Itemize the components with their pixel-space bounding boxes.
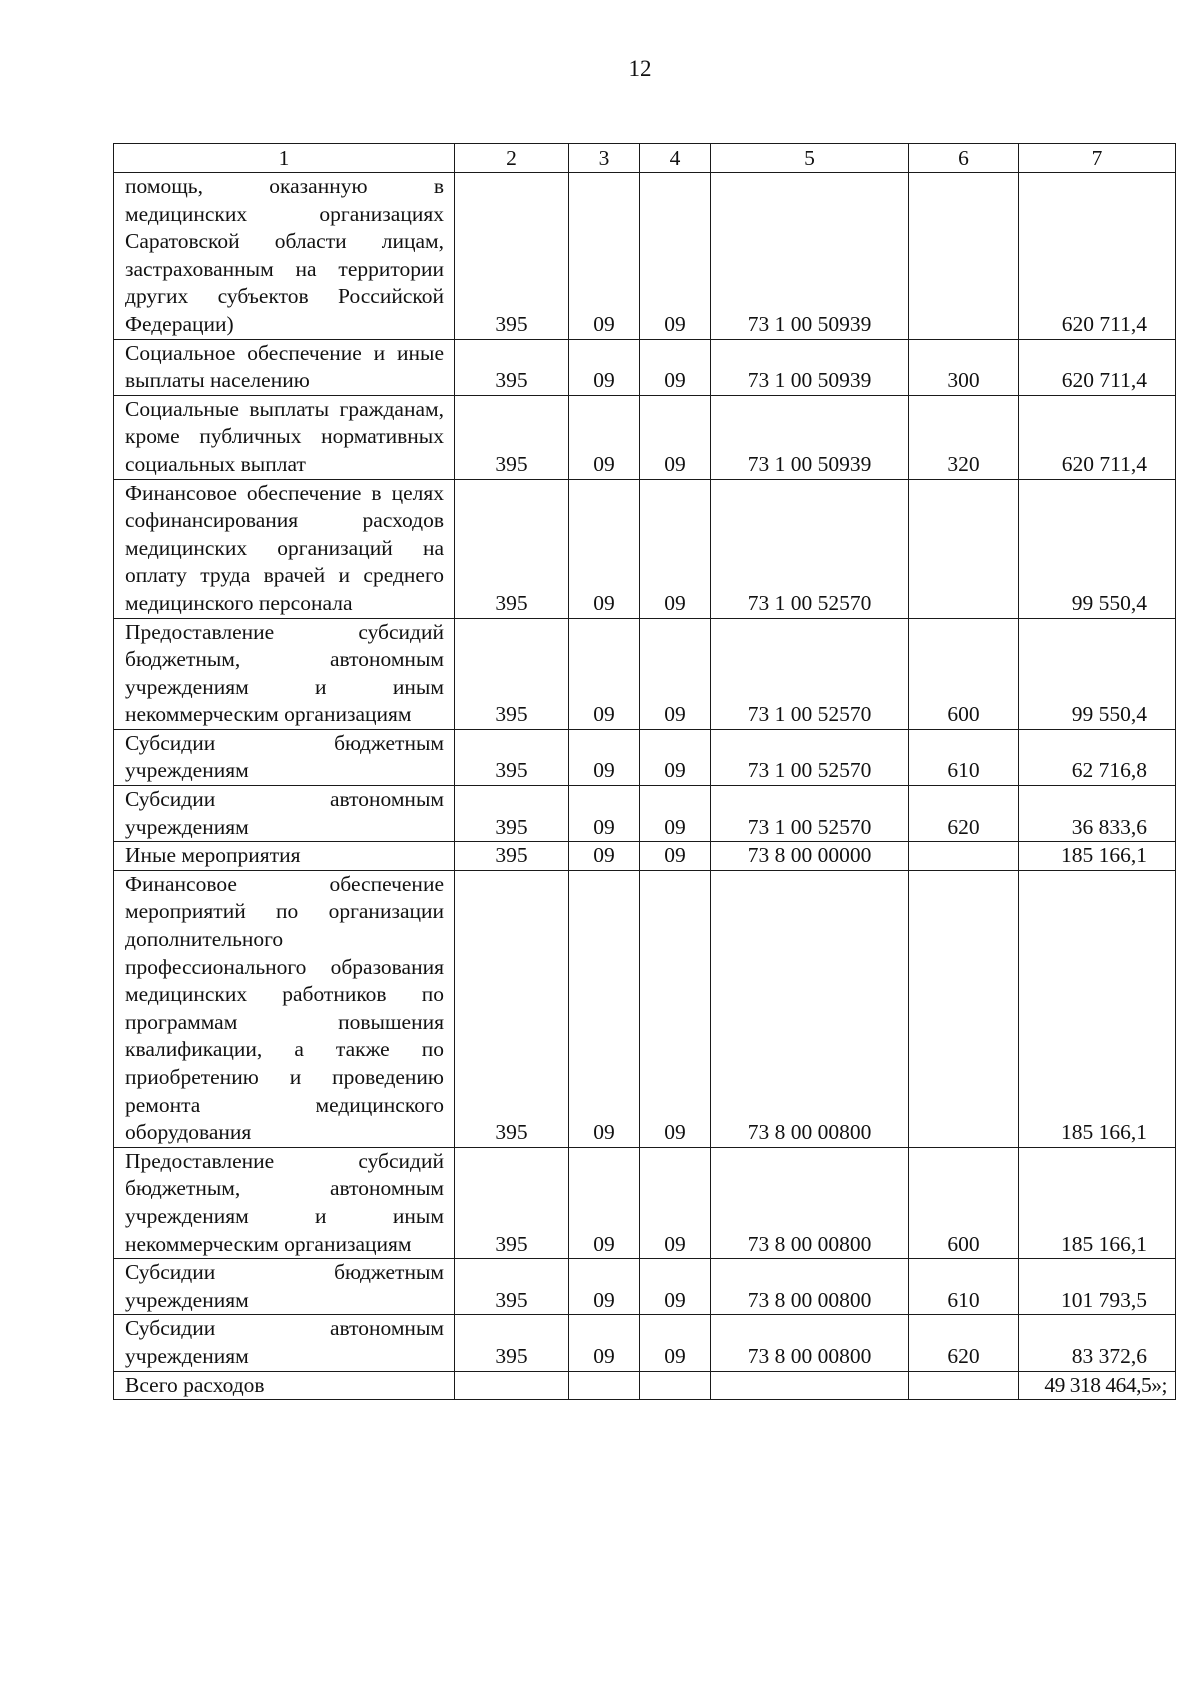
target-article-code: 73 1 00 50939 <box>711 339 909 395</box>
expense-type-code: 320 <box>909 395 1019 479</box>
expense-description: Социальные выплаты гражданам, кроме публичных нормативных социальных выплат <box>114 395 455 479</box>
expense-description: Субсидии бюджетным учреждениям <box>114 729 455 785</box>
section-code: 09 <box>569 1147 640 1258</box>
ministry-code: 395 <box>455 479 569 618</box>
table-row <box>114 870 1176 1147</box>
expense-type-code: 610 <box>909 729 1019 785</box>
section-code: 09 <box>569 1315 640 1371</box>
table-row <box>114 618 1176 729</box>
target-article-code: 73 1 00 52570 <box>711 618 909 729</box>
amount: 62 716,8 <box>1019 729 1176 785</box>
amount: 36 833,6 <box>1019 786 1176 842</box>
amount: 99 550,4 <box>1019 479 1176 618</box>
section-code: 09 <box>569 842 640 871</box>
amount: 620 711,4 <box>1019 173 1176 340</box>
amount: 83 372,6 <box>1019 1315 1176 1371</box>
subsection-code: 09 <box>640 339 711 395</box>
subsection-code: 09 <box>640 870 711 1147</box>
expense-type-code: 600 <box>909 618 1019 729</box>
amount: 99 550,4 <box>1019 618 1176 729</box>
expense-type-code: 620 <box>909 1315 1019 1371</box>
ministry-code: 395 <box>455 1259 569 1315</box>
table-row <box>114 729 1176 785</box>
ministry-code: 395 <box>455 1315 569 1371</box>
subsection-code: 09 <box>640 1259 711 1315</box>
expense-description: Субсидии бюджетным учреждениям <box>114 1259 455 1315</box>
table-row <box>114 1259 1176 1315</box>
ministry-code: 395 <box>455 339 569 395</box>
subsection-code: 09 <box>640 395 711 479</box>
column-header: 5 <box>711 144 909 173</box>
table-row <box>114 786 1176 842</box>
expense-type-code: 610 <box>909 1259 1019 1315</box>
expense-description: Субсидии автономным учреждениям <box>114 1315 455 1371</box>
expense-description: Предоставление субсидий бюджетным, автономным учреждениям и иным некоммерческим организациям <box>114 1147 455 1258</box>
table-row <box>114 1315 1176 1371</box>
column-header: 6 <box>909 144 1019 173</box>
expense-description: Предоставление субсидий бюджетным, автономным учреждениям и иным некоммерческим организациям <box>114 618 455 729</box>
target-article-code: 73 1 00 52570 <box>711 479 909 618</box>
table-row <box>114 339 1176 395</box>
section-code: 09 <box>569 173 640 340</box>
target-article-code: 73 8 00 00000 <box>711 842 909 871</box>
expense-type-code: 300 <box>909 339 1019 395</box>
column-header: 3 <box>569 144 640 173</box>
empty-cell <box>909 1371 1019 1400</box>
ministry-code: 395 <box>455 729 569 785</box>
table-row <box>114 173 1176 340</box>
section-code: 09 <box>569 1259 640 1315</box>
target-article-code: 73 8 00 00800 <box>711 1259 909 1315</box>
total-amount: 49 318 464,5»; <box>1019 1371 1176 1400</box>
expense-description: Субсидии автономным учреждениям <box>114 786 455 842</box>
expense-description: Финансовое обеспечение мероприятий по организации дополнительного профессионального образования медицинских работников по программам повышения квалификации, а также по приобретению и проведению ремонта медицинского оборудования <box>114 870 455 1147</box>
ministry-code: 395 <box>455 842 569 871</box>
expense-type-code <box>909 479 1019 618</box>
subsection-code: 09 <box>640 173 711 340</box>
total-label: Всего расходов <box>114 1371 455 1400</box>
section-code: 09 <box>569 786 640 842</box>
target-article-code: 73 1 00 52570 <box>711 729 909 785</box>
expense-description: Иные мероприятия <box>114 842 455 871</box>
section-code: 09 <box>569 479 640 618</box>
section-code: 09 <box>569 870 640 1147</box>
section-code: 09 <box>569 395 640 479</box>
target-article-code: 73 8 00 00800 <box>711 1315 909 1371</box>
subsection-code: 09 <box>640 1315 711 1371</box>
subsection-code: 09 <box>640 618 711 729</box>
expense-description: Финансовое обеспечение в целях софинансирования расходов медицинских организаций на оплату труда врачей и среднего медицинского персонала <box>114 479 455 618</box>
table-row <box>114 479 1176 618</box>
subsection-code: 09 <box>640 786 711 842</box>
ministry-code: 395 <box>455 173 569 340</box>
expense-description: помощь, оказанную в медицинских организациях Саратовской области лицам, застрахованным на территории других субъектов Российской Федерации) <box>114 173 455 340</box>
expense-type-code <box>909 870 1019 1147</box>
expense-type-code: 600 <box>909 1147 1019 1258</box>
amount: 620 711,4 <box>1019 395 1176 479</box>
table-row <box>114 395 1176 479</box>
target-article-code: 73 8 00 00800 <box>711 870 909 1147</box>
expense-type-code <box>909 173 1019 340</box>
target-article-code: 73 1 00 50939 <box>711 395 909 479</box>
ministry-code: 395 <box>455 618 569 729</box>
table-row <box>114 1147 1176 1258</box>
column-number-header-row <box>114 144 1176 173</box>
ministry-code: 395 <box>455 786 569 842</box>
ministry-code: 395 <box>455 870 569 1147</box>
section-code: 09 <box>569 618 640 729</box>
empty-cell <box>569 1371 640 1400</box>
expense-type-code <box>909 842 1019 871</box>
column-header: 2 <box>455 144 569 173</box>
amount: 185 166,1 <box>1019 1147 1176 1258</box>
subsection-code: 09 <box>640 1147 711 1258</box>
amount: 185 166,1 <box>1019 842 1176 871</box>
section-code: 09 <box>569 729 640 785</box>
amount: 620 711,4 <box>1019 339 1176 395</box>
total-row <box>114 1371 1176 1400</box>
amount: 101 793,5 <box>1019 1259 1176 1315</box>
target-article-code: 73 1 00 52570 <box>711 786 909 842</box>
target-article-code: 73 8 00 00800 <box>711 1147 909 1258</box>
column-header: 4 <box>640 144 711 173</box>
subsection-code: 09 <box>640 479 711 618</box>
budget-table <box>113 143 1176 1400</box>
empty-cell <box>711 1371 909 1400</box>
subsection-code: 09 <box>640 842 711 871</box>
section-code: 09 <box>569 339 640 395</box>
expense-description: Социальное обеспечение и иные выплаты населению <box>114 339 455 395</box>
ministry-code: 395 <box>455 1147 569 1258</box>
empty-cell <box>455 1371 569 1400</box>
page-number: 12 <box>628 56 652 81</box>
column-header: 1 <box>114 144 455 173</box>
column-header: 7 <box>1019 144 1176 173</box>
table-row <box>114 842 1176 871</box>
ministry-code: 395 <box>455 395 569 479</box>
amount: 185 166,1 <box>1019 870 1176 1147</box>
target-article-code: 73 1 00 50939 <box>711 173 909 340</box>
expense-type-code: 620 <box>909 786 1019 842</box>
subsection-code: 09 <box>640 729 711 785</box>
empty-cell <box>640 1371 711 1400</box>
